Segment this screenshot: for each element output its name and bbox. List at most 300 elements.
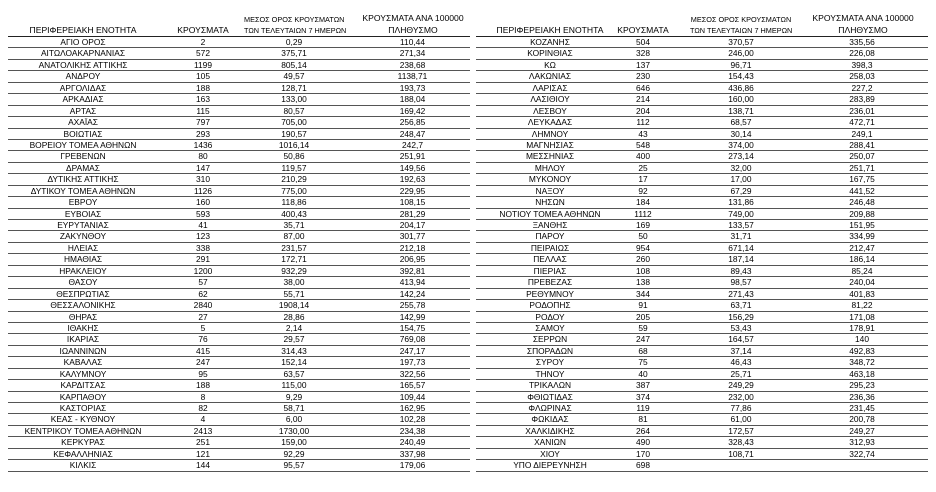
region-cell: ΗΡΑΚΛΕΙΟΥ — [59, 265, 107, 276]
cases-cell: 147 — [196, 162, 210, 173]
avg-7day-cell: 92,29 — [283, 448, 305, 459]
cases-cell: 108 — [636, 265, 650, 276]
table-row — [8, 209, 470, 220]
region-cell: ΝΟΤΙΟΥ ΤΟΜΕΑ ΑΘΗΝΩΝ — [499, 208, 601, 219]
avg-7day-cell: 273,14 — [728, 151, 754, 162]
table-row — [8, 220, 470, 231]
region-cell: ΑΡΓΟΛΙΔΑΣ — [59, 82, 107, 93]
cases-cell: 170 — [636, 448, 650, 459]
per-100k-cell: 283,89 — [849, 94, 875, 105]
avg-7day-cell: 1730,00 — [278, 425, 310, 436]
cases-cell: 504 — [636, 37, 650, 47]
avg-7day-cell: 187,14 — [728, 254, 754, 265]
per-100k-cell: 178,91 — [849, 322, 875, 333]
avg-7day-cell: 63,71 — [730, 300, 752, 311]
avg-7day-cell: 38,00 — [283, 277, 305, 288]
table-row — [476, 129, 928, 140]
cases-cell: 2 — [200, 37, 206, 47]
per-100k-cell: 109,44 — [399, 391, 426, 402]
per-100k-cell: 85,24 — [851, 265, 873, 276]
avg-7day-cell: 805,14 — [281, 59, 307, 70]
region-cell: ΕΥΡΥΤΑΝΙΑΣ — [57, 220, 109, 230]
per-100k-cell: 271,34 — [399, 48, 426, 59]
region-cell: ΛΕΣΒΟΥ — [533, 105, 567, 116]
avg-7day-cell: 160,00 — [728, 94, 754, 105]
cases-cell: 646 — [636, 82, 650, 93]
region-cell: ΚΕΦΑΛΛΗΝΙΑΣ — [53, 448, 113, 459]
table-row — [8, 117, 470, 128]
region-cell: ΚΑΛΥΜΝΟΥ — [59, 368, 107, 379]
cases-cell: 490 — [636, 437, 650, 448]
cases-cell: 188 — [196, 82, 210, 93]
region-cell: ΙΘΑΚΗΣ — [67, 322, 99, 333]
avg-7day-cell: 1908,14 — [278, 300, 310, 311]
per-100k-cell: 149,56 — [399, 162, 426, 173]
per-capita-header-line1: ΚΡΟΥΣΜΑΤΑ ΑΝΑ 100000 — [362, 13, 464, 23]
region-cell: ΠΑΡΟΥ — [535, 231, 565, 242]
per-100k-cell: 140 — [855, 334, 869, 345]
avg-7day-cell: 61,00 — [730, 414, 752, 425]
region-cell: ΣΑΜΟΥ — [535, 322, 565, 333]
per-100k-cell: 256,85 — [399, 117, 426, 128]
per-100k-cell: 236,01 — [849, 105, 875, 116]
cases-cell: 57 — [198, 277, 208, 288]
per-100k-cell: 154,75 — [399, 322, 426, 333]
per-100k-cell: 212,47 — [849, 242, 875, 253]
per-100k-cell: 162,95 — [399, 403, 426, 413]
avg-7day-cell: 154,43 — [728, 71, 754, 82]
table-row — [8, 277, 470, 288]
region-cell: ΑΧΑΪΑΣ — [68, 117, 98, 128]
avg-7day-cell: 133,00 — [281, 94, 307, 105]
cases-cell: 260 — [636, 254, 650, 265]
cases-header: ΚΡΟΥΣΜΑΤΑ — [177, 25, 229, 35]
cases-cell: 1199 — [193, 59, 212, 70]
cases-cell: 121 — [196, 448, 210, 459]
left-table-body — [8, 37, 470, 472]
cases-cell: 105 — [196, 71, 210, 82]
cases-cell: 115 — [196, 105, 210, 116]
table-row — [8, 186, 470, 197]
table-row — [8, 460, 470, 471]
table-row — [476, 254, 928, 265]
avg-7day-cell: 152,14 — [281, 357, 307, 368]
table-row — [8, 289, 470, 300]
table-row — [8, 369, 470, 380]
table-row — [8, 151, 470, 162]
region-cell: ΚΑΡΔΙΤΣΑΣ — [60, 380, 106, 391]
avg-7day-cell: 271,43 — [728, 288, 754, 299]
region-cell: ΚΟΖΑΝΗΣ — [530, 37, 570, 47]
cases-cell: 123 — [196, 231, 210, 242]
table-row — [8, 312, 470, 323]
region-cell: ΒΟΙΩΤΙΑΣ — [63, 128, 103, 139]
cases-cell: 548 — [636, 139, 650, 150]
region-cell: ΚΟΡΙΝΘΙΑΣ — [527, 48, 573, 59]
cases-cell: 415 — [196, 345, 210, 356]
region-cell: ΒΟΡΕΙΟΥ ΤΟΜΕΑ ΑΘΗΝΩΝ — [29, 139, 137, 150]
region-cell: ΑΡΚΑΔΙΑΣ — [62, 94, 104, 105]
avg-7day-cell: 172,57 — [728, 425, 754, 436]
region-cell: ΛΑΣΙΘΙΟΥ — [530, 94, 570, 105]
avg-7day-cell: 108,71 — [728, 448, 754, 459]
table-row — [476, 117, 928, 128]
per-100k-cell: 251,71 — [849, 162, 875, 173]
avg-7day-cell: 172,71 — [281, 254, 307, 265]
avg-7day-cell: 249,29 — [728, 380, 754, 391]
avg-7day-cell: 210,29 — [281, 174, 307, 185]
table-row — [476, 266, 928, 277]
table-row — [8, 266, 470, 277]
per-100k-cell: 227,2 — [851, 82, 873, 93]
region-cell: ΚΕΡΚΥΡΑΣ — [61, 437, 105, 448]
cases-cell: 40 — [638, 368, 648, 379]
per-100k-cell: 226,08 — [849, 48, 875, 59]
region-cell: ΑΙΤΩΛΟΑΚΑΡΝΑΝΙΑΣ — [40, 48, 126, 59]
per-100k-cell: 247,17 — [399, 345, 426, 356]
left-table — [8, 0, 470, 472]
avg-7day-cell: 53,43 — [730, 322, 752, 333]
table-row — [476, 380, 928, 391]
table-row — [8, 380, 470, 391]
region-cell: ΜΗΛΟΥ — [534, 162, 566, 173]
cases-cell: 1436 — [193, 139, 213, 150]
per-100k-cell: 301,77 — [399, 231, 426, 242]
per-100k-cell: 200,78 — [849, 414, 875, 425]
avg-7day-cell: 246,00 — [728, 48, 754, 59]
region-cell: ΥΠΟ ΔΙΕΡΕΥΝΗΣΗ — [513, 460, 587, 471]
avg-7day-cell: 67,29 — [730, 185, 752, 196]
per-100k-cell: 110,44 — [400, 37, 425, 47]
per-100k-cell: 248,47 — [399, 128, 426, 139]
avg-7day-cell: 118,86 — [281, 197, 307, 208]
per-100k-cell: 206,95 — [399, 254, 426, 265]
cases-cell: 8 — [200, 391, 206, 402]
avg-7day-cell: 705,00 — [281, 117, 307, 128]
cases-cell: 76 — [198, 334, 208, 345]
avg-7day-cell: 63,57 — [283, 368, 305, 379]
per-100k-cell: 192,63 — [399, 174, 426, 185]
cases-cell: 112 — [636, 117, 650, 128]
cases-cell: 25 — [638, 162, 648, 173]
cases-cell: 954 — [636, 242, 650, 253]
avg-7day-cell: 77,86 — [730, 403, 752, 413]
cases-cell: 75 — [638, 357, 648, 368]
per-100k-cell: 204,17 — [399, 220, 426, 230]
table-row — [476, 83, 928, 94]
per-100k-cell: 322,56 — [399, 368, 426, 379]
cases-cell: 2840 — [193, 300, 213, 311]
per-100k-cell: 312,93 — [849, 437, 875, 448]
table-row — [476, 426, 928, 437]
cases-cell: 43 — [638, 128, 648, 139]
region-cell: ΡΕΘΥΜΝΟΥ — [526, 288, 574, 299]
avg-7day-cell: 87,00 — [283, 231, 305, 242]
table-row — [8, 37, 470, 48]
region-cell: ΜΥΚΟΝΟΥ — [528, 174, 572, 185]
avg-7day-cell: 55,71 — [283, 288, 305, 299]
table-row — [476, 140, 928, 151]
table-row — [8, 48, 470, 59]
region-cell: ΣΠΟΡΑΔΩΝ — [526, 345, 574, 356]
table-row — [476, 369, 928, 380]
per-100k-cell: 229,95 — [399, 185, 426, 196]
cases-cell: 1200 — [193, 265, 213, 276]
per-100k-cell: 234,38 — [399, 425, 426, 436]
avg-7day-cell: 17,00 — [730, 174, 752, 185]
table-row — [476, 220, 928, 231]
cases-cell: 338 — [196, 242, 210, 253]
region-cell: ΣΥΡΟΥ — [535, 357, 565, 368]
region-cell: ΚΑΡΠΑΘΟΥ — [59, 391, 107, 402]
table-row — [476, 209, 928, 220]
cases-cell: 80 — [198, 151, 208, 162]
cases-cell: 572 — [196, 48, 210, 59]
cases-cell: 387 — [636, 380, 650, 391]
table-row — [8, 334, 470, 345]
cases-cell: 138 — [636, 277, 650, 288]
cases-cell: 344 — [636, 288, 650, 299]
region-cell: ΧΙΟΥ — [540, 448, 560, 459]
avg-7day-cell: 314,43 — [281, 345, 307, 356]
avg-header-line1: ΜΕΣΟΣ ΟΡΟΣ ΚΡΟΥΣΜΑΤΩΝ — [244, 15, 345, 24]
region-cell: ΝΗΣΩΝ — [535, 197, 565, 208]
region-cell: ΡΟΔΟΥ — [535, 311, 565, 322]
table-row — [476, 312, 928, 323]
region-cell: ΞΑΝΘΗΣ — [532, 220, 568, 230]
per-100k-cell: 236,36 — [849, 391, 875, 402]
table-row — [476, 437, 928, 448]
table-row — [476, 346, 928, 357]
per-100k-cell: 169,42 — [399, 105, 426, 116]
table-row — [476, 186, 928, 197]
region-cell: ΧΑΛΚΙΔΙΚΗΣ — [525, 425, 575, 436]
avg-7day-cell: 35,71 — [283, 220, 305, 230]
per-100k-cell: 337,98 — [399, 448, 426, 459]
cases-cell: 247 — [196, 357, 210, 368]
region-header: ΠΕΡΙΦΕΡΕΙΑΚΗ ΕΝΟΤΗΤΑ — [496, 25, 604, 35]
avg-7day-cell: 49,57 — [283, 71, 305, 82]
per-100k-cell: 151,95 — [849, 220, 875, 230]
table-row — [476, 71, 928, 82]
per-100k-cell: 188,04 — [399, 94, 426, 105]
avg-7day-cell: 932,29 — [281, 265, 307, 276]
region-cell: ΠΕΛΛΑΣ — [533, 254, 567, 265]
table-row — [8, 71, 470, 82]
region-cell: ΛΕΥΚΑΔΑΣ — [527, 117, 573, 128]
region-cell: ΚΩ — [544, 59, 556, 70]
table-row — [476, 300, 928, 311]
avg-7day-cell: 0,29 — [285, 37, 303, 47]
per-100k-cell: 242,7 — [402, 139, 423, 150]
region-cell: ΚΑΒΑΛΑΣ — [63, 357, 103, 368]
table-row — [8, 323, 470, 334]
avg-7day-cell: 131,86 — [728, 197, 754, 208]
cases-cell: 50 — [638, 231, 648, 242]
per-100k-cell: 167,75 — [849, 174, 875, 185]
region-cell: ΘΕΣΣΑΛΟΝΙΚΗΣ — [50, 300, 116, 311]
avg-7day-cell: 328,43 — [728, 437, 754, 448]
region-cell: ΓΡΕΒΕΝΩΝ — [60, 151, 106, 162]
table-row — [476, 197, 928, 208]
avg-7day-cell: 400,43 — [281, 208, 307, 219]
table-row — [476, 151, 928, 162]
avg-7day-cell: 375,71 — [281, 48, 307, 59]
per-100k-cell: 288,41 — [849, 139, 875, 150]
per-capita-header-line2: ΠΛΗΘΥΣΜΟ — [388, 25, 438, 35]
region-cell: ΕΥΒΟΙΑΣ — [64, 208, 102, 219]
per-100k-cell: 246,48 — [849, 197, 875, 208]
region-cell: ΚΕΝΤΡΙΚΟΥ ΤΟΜΕΑ ΑΘΗΝΩΝ — [24, 425, 142, 436]
cases-cell: 95 — [198, 368, 208, 379]
avg-7day-cell: 231,57 — [281, 242, 307, 253]
avg-header-line1: ΜΕΣΟΣ ΟΡΟΣ ΚΡΟΥΣΜΑΤΩΝ — [690, 15, 792, 24]
table-row — [476, 449, 928, 460]
avg-header-line2: ΤΩΝ ΤΕΛΕΥΤΑΙΩΝ 7 ΗΜΕΡΩΝ — [244, 26, 347, 35]
region-cell: ΑΝΑΤΟΛΙΚΗΣ ΑΤΤΙΚΗΣ — [38, 59, 128, 70]
per-100k-cell: 334,99 — [849, 231, 875, 242]
cases-cell: 41 — [198, 220, 208, 230]
per-100k-cell: 193,73 — [399, 82, 426, 93]
table-row — [8, 437, 470, 448]
avg-7day-cell: 29,57 — [283, 334, 305, 345]
region-cell: ΤΗΝΟΥ — [535, 368, 565, 379]
per-100k-cell: 401,83 — [849, 288, 875, 299]
region-cell: ΗΛΕΙΑΣ — [67, 242, 99, 253]
region-cell: ΜΑΓΝΗΣΙΑΣ — [526, 139, 574, 150]
cases-cell: 137 — [636, 59, 650, 70]
cases-cell: 230 — [636, 71, 650, 82]
table-row — [476, 231, 928, 242]
region-cell: ΘΑΣΟΥ — [68, 277, 98, 288]
avg-7day-cell: 232,00 — [728, 391, 754, 402]
per-100k-cell: 322,74 — [849, 448, 875, 459]
avg-7day-cell: 68,57 — [730, 117, 752, 128]
per-100k-cell: 398,3 — [851, 59, 873, 70]
avg-7day-cell: 775,00 — [281, 185, 307, 196]
table-row — [8, 346, 470, 357]
table-row — [476, 48, 928, 59]
cases-cell: 163 — [196, 94, 210, 105]
cases-cell: 119 — [636, 403, 650, 413]
table-row — [8, 243, 470, 254]
cases-cell: 214 — [636, 94, 650, 105]
table-row — [476, 94, 928, 105]
per-100k-cell: 165,57 — [399, 380, 426, 391]
table-row — [8, 94, 470, 105]
avg-7day-cell: 115,00 — [281, 380, 307, 391]
cases-cell: 62 — [198, 288, 208, 299]
avg-7day-cell: 98,57 — [730, 277, 752, 288]
avg-7day-cell: 31,71 — [730, 231, 752, 242]
avg-7day-cell: 95,57 — [283, 460, 305, 471]
avg-7day-cell: 749,00 — [728, 208, 754, 219]
per-100k-cell: 1138,71 — [397, 71, 428, 82]
cases-cell: 1126 — [193, 185, 212, 196]
per-100k-cell: 108,15 — [399, 197, 426, 208]
avg-7day-cell: 96,71 — [730, 59, 752, 70]
cases-cell: 2413 — [193, 425, 213, 436]
table-row — [8, 300, 470, 311]
table-row — [476, 60, 928, 71]
region-cell: ΣΕΡΡΩΝ — [532, 334, 568, 345]
cases-cell: 204 — [636, 105, 650, 116]
avg-7day-cell: 9,29 — [285, 391, 303, 402]
per-100k-cell: 212,18 — [399, 242, 426, 253]
avg-7day-cell: 159,00 — [281, 437, 307, 448]
per-100k-cell: 472,71 — [849, 117, 875, 128]
cases-cell: 293 — [196, 128, 210, 139]
region-cell: ΠΕΙΡΑΙΩΣ — [530, 242, 570, 253]
table-row — [8, 426, 470, 437]
per-100k-cell: 258,03 — [849, 71, 875, 82]
avg-7day-cell: 58,71 — [283, 403, 305, 413]
region-cell: ΚΕΑΣ - ΚΥΘΝΟΥ — [50, 414, 116, 425]
table-row — [476, 414, 928, 425]
avg-7day-cell: 436,86 — [728, 82, 754, 93]
avg-7day-cell: 30,14 — [730, 128, 752, 139]
region-cell: ΕΒΡΟΥ — [68, 197, 98, 208]
avg-7day-cell: 671,14 — [728, 242, 754, 253]
cases-cell: 291 — [196, 254, 210, 265]
per-100k-cell: 171,08 — [849, 311, 875, 322]
table-row — [8, 83, 470, 94]
table-row — [476, 277, 928, 288]
right-table-header — [476, 0, 928, 37]
per-100k-cell: 392,81 — [399, 265, 426, 276]
region-cell: ΚΙΛΚΙΣ — [69, 460, 97, 471]
per-100k-cell: 413,94 — [399, 277, 426, 288]
cases-cell: 247 — [636, 334, 650, 345]
region-cell: ΛΑΚΩΝΙΑΣ — [528, 71, 572, 82]
avg-7day-cell: 370,57 — [728, 37, 754, 47]
avg-7day-cell: 138,71 — [728, 105, 754, 116]
per-100k-cell: 238,68 — [399, 59, 426, 70]
table-row — [8, 449, 470, 460]
cases-cell: 5 — [200, 322, 206, 333]
cases-cell: 328 — [636, 48, 650, 59]
cases-cell: 184 — [636, 197, 650, 208]
avg-7day-cell: 164,57 — [728, 334, 754, 345]
per-100k-cell: 240,04 — [849, 277, 875, 288]
per-100k-cell: 179,06 — [399, 460, 426, 471]
table-row — [8, 163, 470, 174]
per-100k-cell: 281,29 — [399, 208, 426, 219]
table-row — [8, 106, 470, 117]
region-cell: ΑΓΙΟ ΟΡΟΣ — [60, 37, 106, 47]
table-row — [8, 129, 470, 140]
cases-cell: 17 — [638, 174, 648, 185]
avg-7day-cell: 25,71 — [730, 368, 752, 379]
region-cell: ΔΥΤΙΚΟΥ ΤΟΜΕΑ ΑΘΗΝΩΝ — [30, 185, 136, 196]
region-cell: ΠΡΕΒΕΖΑΣ — [527, 277, 573, 288]
table-row — [8, 60, 470, 71]
region-cell: ΘΗΡΑΣ — [68, 311, 98, 322]
per-100k-cell: 197,73 — [399, 357, 426, 368]
per-100k-cell: 102,28 — [399, 414, 426, 425]
cases-cell: 593 — [196, 208, 210, 219]
table-row — [8, 403, 470, 414]
avg-7day-cell: 374,00 — [728, 139, 754, 150]
avg-7day-cell: 133,57 — [728, 220, 754, 230]
region-cell: ΙΩΑΝΝΙΝΩΝ — [59, 345, 107, 356]
region-cell: ΡΟΔΟΠΗΣ — [529, 300, 571, 311]
table-row — [476, 289, 928, 300]
region-cell: ΖΑΚΥΝΘΟΥ — [59, 231, 107, 242]
cases-cell: 92 — [638, 185, 648, 196]
region-header: ΠΕΡΙΦΕΡΕΙΑΚΗ ΕΝΟΤΗΤΑ — [29, 25, 137, 35]
cases-cell: 310 — [196, 174, 210, 185]
